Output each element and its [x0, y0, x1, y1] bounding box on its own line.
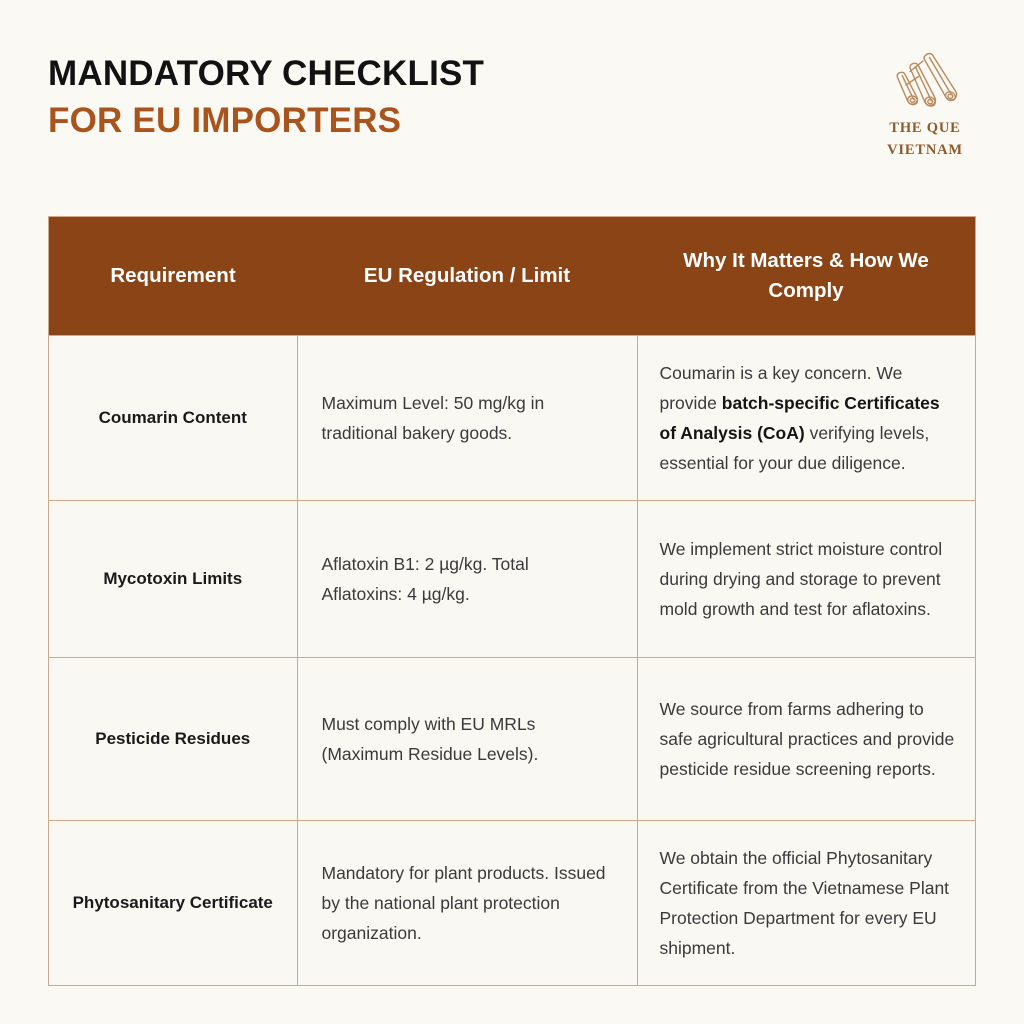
- brand-logo-line-1: THE QUE: [889, 120, 961, 136]
- requirements-table-container: [48, 216, 976, 986]
- table-body: [49, 335, 975, 985]
- brand-logo: [866, 48, 984, 160]
- column-header-why-it-matters: Why It Matters & How We Comply: [637, 217, 975, 335]
- cell-requirement: Mycotoxin Limits: [49, 500, 297, 657]
- cell-why-it-matters: We source from farms adhering to safe agricultural practices and provide pesticide residue screening reports.: [637, 657, 975, 820]
- table-header-row: [49, 217, 975, 335]
- page-title-line-2: FOR EU IMPORTERS: [48, 101, 402, 140]
- cinnamon-sticks-icon: [866, 48, 984, 116]
- page-title: [48, 52, 484, 143]
- page-title-line-1: MANDATORY CHECKLIST: [48, 54, 485, 93]
- cell-why-it-matters: Coumarin is a key concern. We provide batch-specific Certificates of Analysis (CoA) verifying levels, essential for your due diligence.: [637, 335, 975, 500]
- table-row: [49, 657, 975, 820]
- cell-requirement: Coumarin Content: [49, 335, 297, 500]
- cell-why-it-matters: We implement strict moisture control during drying and storage to prevent mold growth and test for aflatoxins.: [637, 500, 975, 657]
- column-header-requirement: Requirement: [49, 217, 297, 335]
- cell-why-it-matters: We obtain the official Phytosanitary Certificate from the Vietnamese Plant Protection Department for every EU shipment.: [637, 820, 975, 985]
- table-row: [49, 500, 975, 657]
- table-row: [49, 335, 975, 500]
- requirements-table: [49, 217, 975, 985]
- cell-regulation: Maximum Level: 50 mg/kg in traditional bakery goods.: [297, 335, 637, 500]
- table-row: [49, 820, 975, 985]
- cell-regulation: Mandatory for plant products. Issued by the national plant protection organization.: [297, 820, 637, 985]
- brand-logo-line-2: VIETNAM: [887, 142, 963, 158]
- column-header-regulation: EU Regulation / Limit: [297, 217, 637, 335]
- cell-regulation: Must comply with EU MRLs (Maximum Residue Levels).: [297, 657, 637, 820]
- table-header: [49, 217, 975, 335]
- cell-requirement: Phytosanitary Certificate: [49, 820, 297, 985]
- cell-regulation: Aflatoxin B1: 2 µg/kg. Total Aflatoxins: 4 µg/kg.: [297, 500, 637, 657]
- cell-requirement: Pesticide Residues: [49, 657, 297, 820]
- page-header: [0, 0, 1024, 200]
